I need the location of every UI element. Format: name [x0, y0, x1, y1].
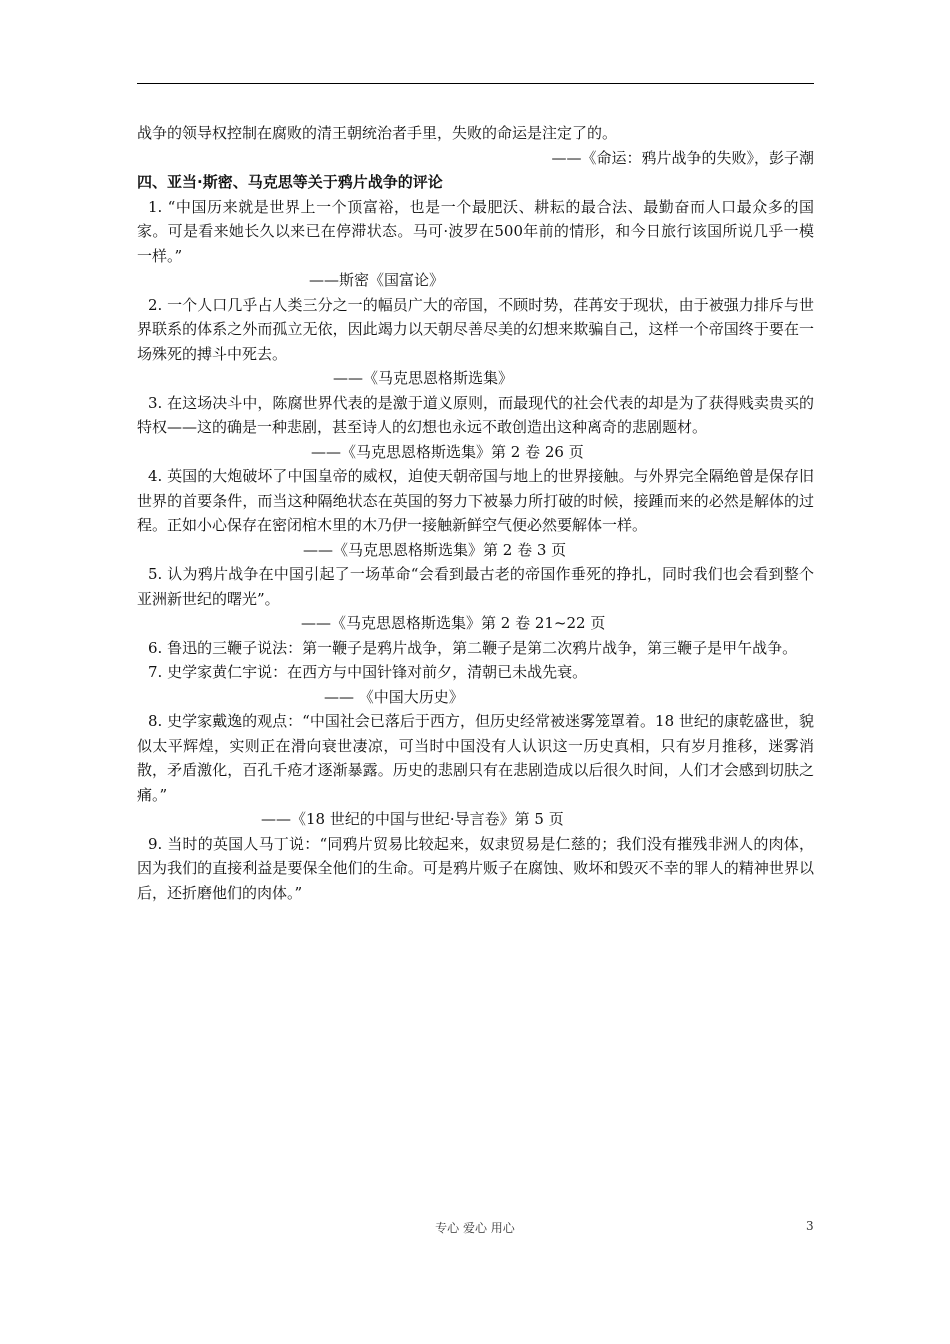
commentary-item-1: 1. “中国历来就是世界上一个顶富裕，也是一个最肥沃、耕耘的最合法、最勤奋而人口最众多的国家。可是看来她长久以来已在停滞状态。马可·波罗在500年前的情形，和今日旅行该国所说几乎一模一样。” [137, 197, 814, 265]
commentary-item-3: 3. 在这场决斗中，陈腐世界代表的是激于道义原则，而最现代的社会代表的却是为了获得贱卖贵买的特权——这的确是一种悲剧，甚至诗人的幻想也永远不敢创造出这种离奇的悲剧题材。 [137, 393, 814, 436]
commentary-item-5: 5. 认为鸦片战争在中国引起了一场革命“会看到最古老的帝国作垂死的挣扎，同时我们也会看到整个亚洲新世纪的曙光”。 [137, 565, 814, 608]
citation-source: ——《命运：鸦片战争的失败》，彭子潮 [551, 148, 814, 167]
commentary-item-9: 9. 当时的英国人马丁说：“同鸦片贸易比较起来，奴隶贸易是仁慈的；我们没有摧残非洲人的肉体，因为我们的直接利益是要保全他们的生命。可是鸦片贩子在腐蚀、败坏和毁灭不幸的罪人的精神世界以后，还折磨他们的肉体。” [137, 834, 814, 902]
commentary-source-2: ——《马克思恩格斯选集》 [333, 369, 514, 387]
commentary-item-7: 7. 史学家黄仁宇说：在西方与中国针锋对前夕，清朝已未战先衰。 [148, 663, 588, 681]
continued-paragraph: 战争的领导权控制在腐败的清王朝统治者手里，失败的命运是注定了的。 [137, 124, 618, 142]
commentary-source-7: —— 《中国大历史》 [324, 687, 464, 706]
commentary-item-6: 6. 鲁迅的三鞭子说法：第一鞭子是鸦片战争，第二鞭子是第二次鸦片战争，第三鞭子是甲午战争。 [148, 638, 798, 657]
page-number: 3 [806, 1219, 814, 1233]
commentary-source-4: ——《马克思恩格斯选集》第 2 卷 3 页 [303, 540, 567, 559]
document-body [137, 121, 814, 905]
commentary-source-1: ——斯密《国富论》 [309, 271, 445, 289]
commentary-item-2: 2. 一个人口几乎占人类三分之一的幅员广大的帝国，不顾时势，荏苒安于现状，由于被强力排斥与世界联系的体系之外而孤立无依，因此竭力以天朝尽善尽美的幻想来欺骗自己，这样一个帝国终于要在一场殊死的搏斗中死去。 [137, 295, 814, 363]
commentary-item-8: 8. 史学家戴逸的观点：“中国社会已落后于西方，但历史经常被迷雾笼罩着。18 世纪的康乾盛世，貌似太平辉煌，实则正在滑向衰世凄凉，可当时中国没有人认识这一历史真相，只有岁月推移，迷雾消散，矛盾激化，百孔千疮才逐渐暴露。历史的悲剧只有在悲剧造成以后很久时间，人们才会感到切肤之痛。” [137, 712, 814, 804]
commentary-source-8: ——《18 世纪的中国与世纪·导言卷》第 5 页 [261, 810, 564, 828]
header-rule [137, 83, 814, 84]
footer-motto: 专心 爱心 用心 [435, 1221, 515, 1235]
section-heading: 四、亚当·斯密、马克思等关于鸦片战争的评论 [137, 173, 443, 191]
commentary-item-4: 4. 英国的大炮破坏了中国皇帝的威权，迫使天朝帝国与地上的世界接触。与外界完全隔绝曾是保存旧世界的首要条件，而当这种隔绝状态在英国的努力下被暴力所打破的时候，接踵而来的必然是解体的过程。正如小心保存在密闭棺木里的木乃伊一接触新鲜空气便必然要解体一样。 [137, 467, 814, 534]
commentary-source-5: ——《马克思恩格斯选集》第 2 卷 21~22 页 [301, 614, 606, 632]
commentary-source-3: ——《马克思恩格斯选集》第 2 卷 26 页 [311, 442, 584, 461]
